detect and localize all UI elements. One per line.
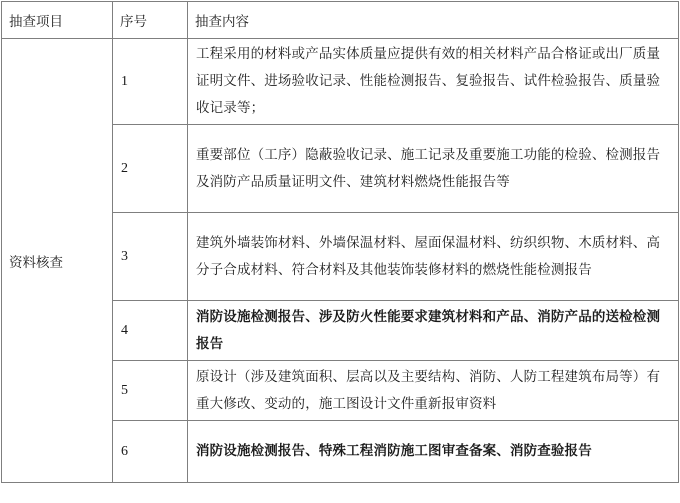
row-content: 建筑外墙装饰材料、外墙保温材料、屋面保温材料、纺织织物、木质材料、高分子合成材料、符合材料及其他装饰装修材料的燃烧性能检测报告: [188, 213, 679, 301]
row-number: 6: [113, 421, 188, 483]
row-content: 重要部位（工序）隐蔽验收记录、施工记录及重要施工功能的检验、检测报告及消防产品质量证明文件、建筑材料燃烧性能报告等: [188, 125, 679, 213]
row-number: 4: [113, 301, 188, 361]
row-content: 原设计（涉及建筑面积、层高以及主要结构、消防、人防工程建筑布局等）有重大修改、变动的，施工图设计文件重新报审资料: [188, 361, 679, 421]
header-inspection-item: 抽查项目: [2, 2, 113, 39]
row-number: 5: [113, 361, 188, 421]
inspection-table: [1, 1, 679, 483]
header-number: 序号: [113, 2, 188, 39]
row-content: 工程采用的材料或产品实体质量应提供有效的相关材料产品合格证或出厂质量证明文件、进场验收记录、性能检测报告、复验报告、试件检验报告、质量验收记录等；: [188, 39, 679, 125]
row-number: 2: [113, 125, 188, 213]
row-content: 消防设施检测报告、涉及防火性能要求建筑材料和产品、消防产品的送检检测报告: [188, 301, 679, 361]
row-number: 3: [113, 213, 188, 301]
header-row: [2, 2, 679, 39]
category-cell: 资料核查: [2, 39, 113, 483]
table-row: [2, 39, 679, 125]
header-inspection-content: 抽查内容: [188, 2, 679, 39]
row-number: 1: [113, 39, 188, 125]
row-content: 消防设施检测报告、特殊工程消防施工图审查备案、消防查验报告: [188, 421, 679, 483]
